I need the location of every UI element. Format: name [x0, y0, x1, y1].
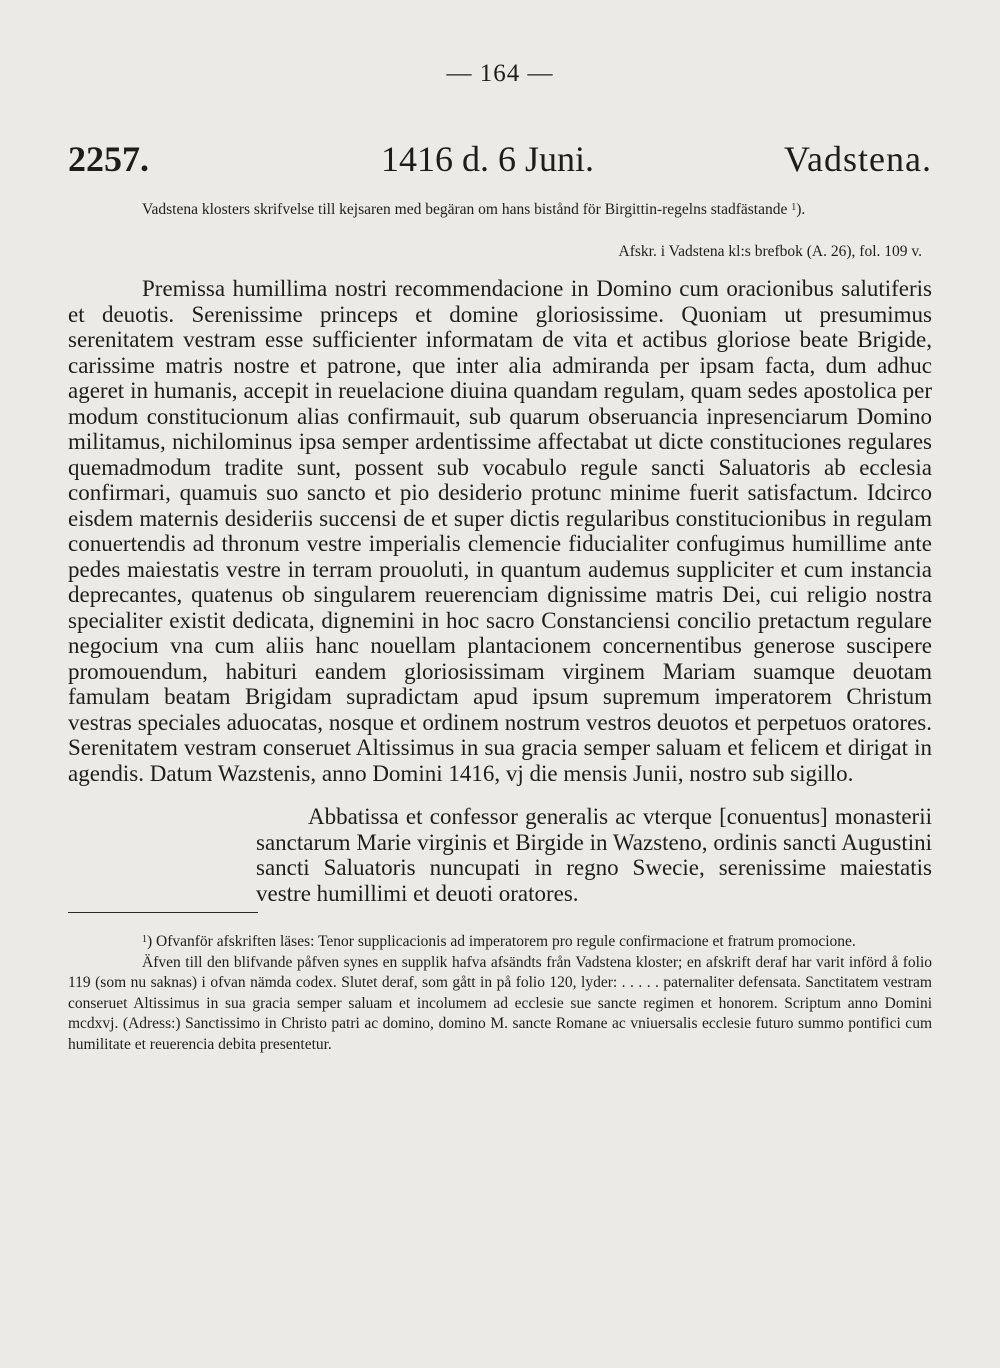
source-reference: Afskr. i Vadstena kl:s brefbok (A. 26), fol. 109 v.: [618, 243, 922, 260]
summary-text: Vadstena klosters skrifvelse till kejsaren med begäran om hans bistånd för Birgittin-regelns stadfästande: [142, 201, 788, 218]
summary-tail: ).: [796, 201, 806, 218]
footnote-2: Äfven till den blifvande påfven synes en supplik hafva afsändts från Vadstena kloster; en afskrift deraf har varit införd å folio 119 (som nu saknas) i ofvan nämda codex. Slutet deraf, som gått in på folio 120, lyder: . . . . . paternaliter defensata. Sanctitatem vestram conseruet Altissimus in sua gracia semper saluam et incolumem ad ecclesie sue sancte regimen et honorem. Scriptum anno Domini mcdxvj. (Adress:) Sanctissimo in Christo patri ac domino, domino M. sancte Romane ac vniuersalis ecclesie futuro summo pontifici cum humilitate et reuerencia debita presentetur.: [68, 953, 932, 1053]
document-place: Vadstena.: [784, 139, 932, 179]
document-number: 2257.: [68, 139, 149, 179]
document-summary: [68, 200, 932, 220]
footnote-1-marker: 1: [142, 934, 147, 945]
letter-signoff: Abbatissa et confessor generalis ac vterque [conuentus] monasterii sanctarum Marie virginis et Birgide in Wazsteno, ordinis sancti Augustini sancti Saluatoris nuncupati in regno Swecie, serenissime maiestatis vestre humillimi et deuoti oratores.: [256, 804, 932, 906]
document-heading: [68, 138, 932, 182]
letter-body: Premissa humillima nostri recommendacione in Domino cum oracionibus salutiferis et deuotis. Serenissime princeps et domine gloriosissime. Quoniam ut presumimus serenitatem vestram esse sufficienter informatam de vita et actibus gloriose beate Brigide, carissime matris nostre et patrone, que inter alia admiranda per ipsam facta, dum adhuc ageret in humanis, accepit in reuelacione diuina quandam regulam, quam sedes apostolica per modum constitucionum alias confirmauit, sub quarum obseruancia inpresenciarum Domino militamus, nichilominus ipsa semper ardentissime affectabat ut dicte constituciones regulares quemadmodum tradite sunt, possent sub vocabulo regule sancti Saluatoris ab ecclesia confirmari, quamuis suo sancto et pio desiderio protunc minime fuerit satisfactum. Idcirco eisdem maternis desideriis succensi de et super dictis regularibus constitucionibus in regulam conuertendis ad thronum vestre imperialis clemencie fiducialiter confugimus humillime ante pedes maiestatis vestre in terram prouoluti, in quantum audemus suppliciter et cum instancia deprecantes, quatenus ob singularem reuerenciam dignissime matris Dei, cui religio nostra specialiter existit dedicata, dignemini in hoc sacro Constanciensi concilio pretactum regulare negocium vna cum aliis hanc nouellam plantacionem concernentibus generose suscipere promouendum, habituri eandem gloriosissimam virginem Mariam suamque deuotam famulam beatam Brigidam supradictam apud ipsum supremum imperatorem Christum vestras speciales aduocatas, nosque et ordinem nostrum vestros deuotos et perpetuos oratores. Serenitatem vestram conseruet Altissimus in sua gracia semper saluam et felicem et dirigat in agendis. Datum Wazstenis, anno Domini 1416, vj die mensis Junii, nostro sub sigillo.: [68, 276, 932, 786]
footnotes: [68, 932, 932, 1055]
page-number: — 164 —: [446, 60, 554, 87]
footnote-divider: [68, 912, 258, 913]
footnote-marker: 1: [791, 202, 797, 213]
footnote-1: [68, 932, 932, 953]
footnote-1-text: ) Ofvanför afskriften läses: Tenor supplicacionis ad imperatorem pro regule confirmacione et fratrum promocione.: [147, 933, 856, 950]
document-date: 1416 d. 6 Juni.: [381, 139, 595, 179]
